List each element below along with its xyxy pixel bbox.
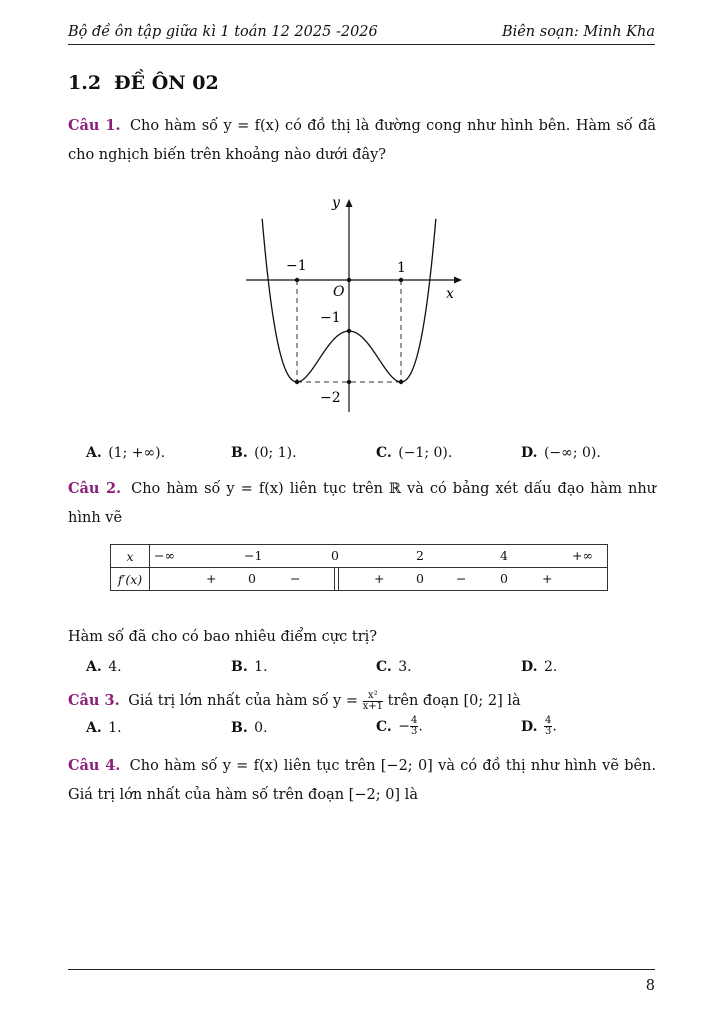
sign-value: +: [542, 571, 553, 586]
sign-table-fprime-head: f′(x): [111, 568, 150, 591]
question-4-label: Câu 4.: [68, 757, 121, 774]
question-2-text: Cho hàm số y = f(x) liên tục trên ℝ và có bảng xét dấu đạo hàm như hình vẽ: [68, 481, 656, 526]
question-3-options: [86, 715, 646, 740]
point-xpos1: [399, 278, 403, 282]
q3-option-c[interactable]: C. − $\frac{4}{3}$ .: [376, 715, 423, 737]
x-value: +∞: [572, 548, 593, 563]
q1-option-b[interactable]: B. (0; 1).: [231, 445, 297, 461]
header-right: Biên soạn: Minh Kha: [501, 24, 655, 40]
q2-option-b[interactable]: B. 1.: [231, 659, 268, 675]
point-max: [347, 329, 351, 333]
question-3: [68, 686, 656, 716]
section-heading: ĐỀ ÔN 02: [114, 72, 219, 94]
x-pos1-label: 1: [397, 260, 406, 276]
section-number: 1.2: [68, 72, 102, 94]
sign-value: 0: [416, 571, 424, 586]
question-1-label: Câu 1.: [68, 117, 121, 134]
point-min-left: [295, 380, 299, 384]
point-yneg2: [347, 380, 351, 384]
q1-option-d[interactable]: D. (−∞; 0).: [521, 445, 601, 461]
q1-option-a[interactable]: A. (1; +∞).: [86, 445, 166, 461]
fraction-numerator: x²: [363, 691, 383, 702]
x-neg1-label: −1: [286, 258, 307, 274]
question-2-options: [86, 659, 646, 679]
discontinuity-bar: [334, 568, 339, 590]
question-3-text-after: trên đoạn [0; 2] là: [387, 693, 521, 709]
sign-table-x-row: [150, 545, 608, 568]
y-axis-arrow: [346, 199, 353, 207]
fraction-denominator: x+1: [362, 700, 384, 712]
sign-value: −: [290, 571, 301, 586]
question-2-prompt: Hàm số đã cho có bao nhiêu điểm cực trị?: [68, 629, 378, 645]
question-2: [68, 474, 656, 533]
page-header: [68, 22, 655, 45]
sign-table-sign-row: [150, 568, 608, 591]
question-3-label: Câu 3.: [68, 692, 120, 709]
question-3-fraction: [363, 691, 383, 712]
q2-option-c[interactable]: C. 3.: [376, 659, 412, 675]
x-axis-arrow: [454, 277, 462, 284]
question-1-graph: [0, 190, 725, 430]
question-4-text: Cho hàm số y = f(x) liên tục trên [−2; 0] và có đồ thị như hình vẽ bên. Giá trị lớn nhất của hàm số trên đoạn [−2; 0] là: [68, 758, 657, 803]
question-1-text: Cho hàm số y = f(x) có đồ thị là đường cong như hình bên. Hàm số đã cho nghịch biến trên khoảng nào dưới đây?: [68, 118, 656, 163]
x-axis-label: x: [446, 286, 454, 302]
x-value: 4: [500, 548, 508, 563]
sign-value: −: [456, 571, 467, 586]
question-2-label: Câu 2.: [68, 480, 122, 497]
q3-option-a[interactable]: A. 1.: [86, 720, 122, 736]
question-4: [68, 751, 656, 810]
q2-option-a[interactable]: A. 4.: [86, 659, 122, 675]
y-neg2-label: −2: [320, 390, 341, 406]
section-title: [68, 72, 219, 94]
x-value: −1: [244, 548, 263, 563]
sign-value: 0: [500, 571, 508, 586]
y-axis-label: y: [332, 195, 340, 211]
x-value: 0: [331, 548, 339, 563]
question-3-text-before: Giá trị lớn nhất của hàm số y =: [128, 693, 359, 709]
sign-table-x-head: x: [111, 545, 150, 568]
origin-label: O: [333, 284, 345, 300]
question-1: [68, 111, 656, 170]
question-1-options: [86, 445, 646, 465]
point-origin: [347, 278, 351, 282]
x-value: 2: [416, 548, 424, 563]
point-min-right: [399, 380, 403, 384]
sign-value: 0: [248, 571, 256, 586]
x-value: −∞: [154, 548, 175, 563]
q3-option-b[interactable]: B. 0.: [231, 720, 268, 736]
point-xneg1: [295, 278, 299, 282]
header-left: Bộ đề ôn tập giữa kì 1 toán 12 2025 -2026: [68, 24, 378, 40]
q2-option-d[interactable]: D. 2.: [521, 659, 558, 675]
y-neg1-label: −1: [320, 310, 341, 326]
sign-value: +: [374, 571, 385, 586]
sign-value: +: [206, 571, 217, 586]
footer-divider: [68, 969, 655, 970]
sign-table: [110, 544, 608, 591]
q3-option-d[interactable]: D. $\frac{4}{3}$ .: [521, 715, 557, 737]
q1-option-c[interactable]: C. (−1; 0).: [376, 445, 453, 461]
page-number: 8: [645, 978, 655, 994]
